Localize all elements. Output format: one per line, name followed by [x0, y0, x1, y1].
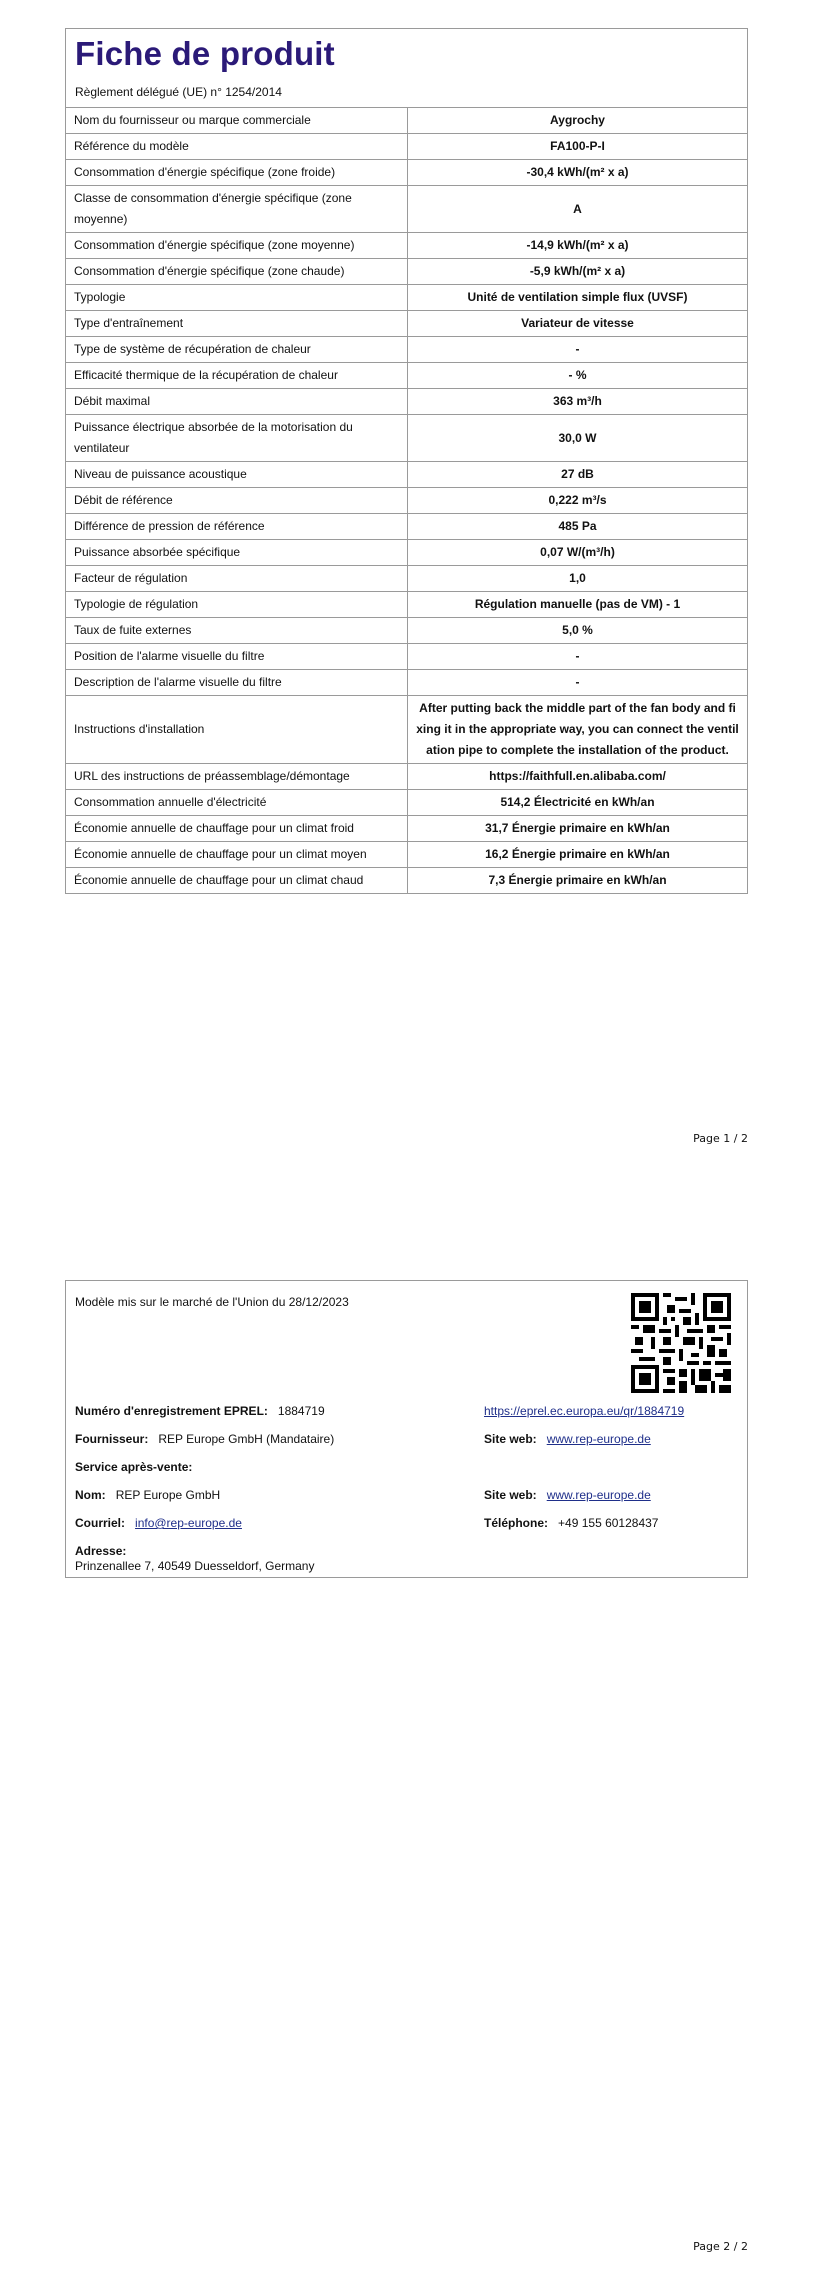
table-row: [66, 696, 747, 764]
table-row: [66, 488, 747, 514]
page-title: Fiche de produit: [75, 35, 335, 72]
table-row: [66, 592, 747, 618]
title-block: [66, 29, 747, 108]
spec-label: Instructions d'installation: [66, 696, 408, 764]
spec-label: URL des instructions de préassemblage/démontage: [66, 764, 408, 790]
table-row: [66, 134, 747, 160]
mail-line: [75, 1516, 242, 1530]
spec-label: Puissance électrique absorbée de la motorisation du ventilateur: [66, 415, 408, 462]
table-row: [66, 259, 747, 285]
supplier-label: Fournisseur:: [75, 1432, 149, 1446]
eprel-number: 1884719: [277, 1404, 325, 1418]
spec-value: https://faithfull.en.alibaba.com/: [408, 764, 748, 790]
table-row: [66, 186, 747, 233]
supplier-site-line: [484, 1432, 651, 1446]
spec-value: -14,9 kWh/(m² x a): [408, 233, 748, 259]
spec-table-body: [66, 108, 747, 893]
eprel-label: Numéro d'enregistrement EPREL:: [75, 1404, 268, 1418]
spec-label: Consommation annuelle d'électricité: [66, 790, 408, 816]
spec-value: Variateur de vitesse: [408, 311, 748, 337]
spec-value: 363 m³/h: [408, 389, 748, 415]
product-sheet: [65, 28, 748, 894]
spec-label: Niveau de puissance acoustique: [66, 462, 408, 488]
mail-link[interactable]: info@rep-europe.de: [135, 1516, 242, 1530]
table-row: [66, 363, 747, 389]
spec-label: Économie annuelle de chauffage pour un climat froid: [66, 816, 408, 842]
table-row: [66, 285, 747, 311]
table-row: [66, 108, 747, 134]
table-row: [66, 462, 747, 488]
table-row: [66, 566, 747, 592]
regulation-subtitle: Règlement délégué (UE) n° 1254/2014: [75, 85, 282, 99]
spec-value: -: [408, 670, 748, 696]
address-value: Prinzenallee 7, 40549 Duesseldorf, Germany: [75, 1559, 315, 1573]
table-row: [66, 790, 747, 816]
spec-value: 0,222 m³/s: [408, 488, 748, 514]
site-label: Site web:: [484, 1488, 537, 1502]
spec-value: 485 Pa: [408, 514, 748, 540]
spec-label: Consommation d'énergie spécifique (zone froide): [66, 160, 408, 186]
supplier-line: [75, 1432, 334, 1446]
spec-label: Débit de référence: [66, 488, 408, 514]
service-site-line: [484, 1488, 651, 1502]
qr-code-icon: [631, 1293, 731, 1393]
table-row: [66, 514, 747, 540]
phone-line: [484, 1516, 658, 1530]
spec-value: After putting back the middle part of the fan body and fixing it in the appropriate way, you can connect the ventilation pipe to complete the installation of the product.: [408, 696, 748, 764]
spec-value: Unité de ventilation simple flux (UVSF): [408, 285, 748, 311]
page-number: Page 2 / 2: [693, 2240, 748, 2253]
name-value: REP Europe GmbH: [115, 1488, 221, 1502]
spec-value: -5,9 kWh/(m² x a): [408, 259, 748, 285]
address-label: Adresse:: [75, 1544, 127, 1558]
service-label: Service après-vente:: [75, 1460, 193, 1474]
table-row: [66, 389, 747, 415]
spec-label: Économie annuelle de chauffage pour un climat chaud: [66, 868, 408, 894]
spec-table: [66, 108, 747, 893]
spec-label: Type de système de récupération de chaleur: [66, 337, 408, 363]
spec-label: Description de l'alarme visuelle du filtre: [66, 670, 408, 696]
phone-label: Téléphone:: [484, 1516, 549, 1530]
spec-value: 0,07 W/(m³/h): [408, 540, 748, 566]
eprel-link[interactable]: https://eprel.ec.europa.eu/qr/1884719: [484, 1404, 685, 1418]
eprel-line: [75, 1404, 325, 1418]
spec-value: 1,0: [408, 566, 748, 592]
spec-value: A: [408, 186, 748, 233]
spec-label: Efficacité thermique de la récupération de chaleur: [66, 363, 408, 389]
phone-value: +49 155 60128437: [558, 1516, 659, 1530]
service-name-line: [75, 1488, 220, 1502]
spec-value: 30,0 W: [408, 415, 748, 462]
table-row: [66, 764, 747, 790]
name-label: Nom:: [75, 1488, 106, 1502]
spec-label: Type d'entraînement: [66, 311, 408, 337]
spec-value: -: [408, 337, 748, 363]
supplier-value: REP Europe GmbH (Mandataire): [158, 1432, 335, 1446]
table-row: [66, 816, 747, 842]
table-row: [66, 618, 747, 644]
spec-label: Débit maximal: [66, 389, 408, 415]
table-row: [66, 644, 747, 670]
spec-label: Différence de pression de référence: [66, 514, 408, 540]
page-2: [0, 1180, 813, 2293]
table-row: [66, 670, 747, 696]
page-number: Page 1 / 2: [693, 1132, 748, 1145]
table-row: [66, 842, 747, 868]
spec-label: Facteur de régulation: [66, 566, 408, 592]
spec-value: Régulation manuelle (pas de VM) - 1: [408, 592, 748, 618]
spec-value: 27 dB: [408, 462, 748, 488]
spec-value: 514,2 Électricité en kWh/an: [408, 790, 748, 816]
spec-value: FA100-P-I: [408, 134, 748, 160]
spec-label: Consommation d'énergie spécifique (zone moyenne): [66, 233, 408, 259]
table-row: [66, 868, 747, 894]
spec-value: -: [408, 644, 748, 670]
spec-value: -30,4 kWh/(m² x a): [408, 160, 748, 186]
table-row: [66, 540, 747, 566]
spec-label: Classe de consommation d'énergie spécifique (zone moyenne): [66, 186, 408, 233]
spec-label: Typologie de régulation: [66, 592, 408, 618]
spec-label: Typologie: [66, 285, 408, 311]
spec-label: Consommation d'énergie spécifique (zone chaude): [66, 259, 408, 285]
mail-label: Courriel:: [75, 1516, 126, 1530]
supplier-site-link[interactable]: www.rep-europe.de: [546, 1432, 651, 1446]
spec-value: 31,7 Énergie primaire en kWh/an: [408, 816, 748, 842]
spec-value: Aygrochy: [550, 113, 605, 127]
spec-label: Taux de fuite externes: [66, 618, 408, 644]
table-row: [66, 233, 747, 259]
site-label: Site web:: [484, 1432, 537, 1446]
spec-value: 16,2 Énergie primaire en kWh/an: [408, 842, 748, 868]
spec-value: 5,0 %: [408, 618, 748, 644]
spec-label: Référence du modèle: [66, 134, 408, 160]
spec-value: - %: [408, 363, 748, 389]
table-row: [66, 311, 747, 337]
market-date-text: Modèle mis sur le marché de l'Union du 28/12/2023: [75, 1295, 349, 1309]
spec-value: 7,3 Énergie primaire en kWh/an: [408, 868, 748, 894]
table-row: [66, 415, 747, 462]
spec-label: Position de l'alarme visuelle du filtre: [66, 644, 408, 670]
spec-label: Nom du fournisseur ou marque commerciale: [66, 108, 408, 134]
service-site-link[interactable]: www.rep-europe.de: [546, 1488, 651, 1502]
table-row: [66, 337, 747, 363]
spec-label: Économie annuelle de chauffage pour un climat moyen: [66, 842, 408, 868]
spec-label: Puissance absorbée spécifique: [66, 540, 408, 566]
table-row: [66, 160, 747, 186]
registration-box: [65, 1280, 748, 1578]
